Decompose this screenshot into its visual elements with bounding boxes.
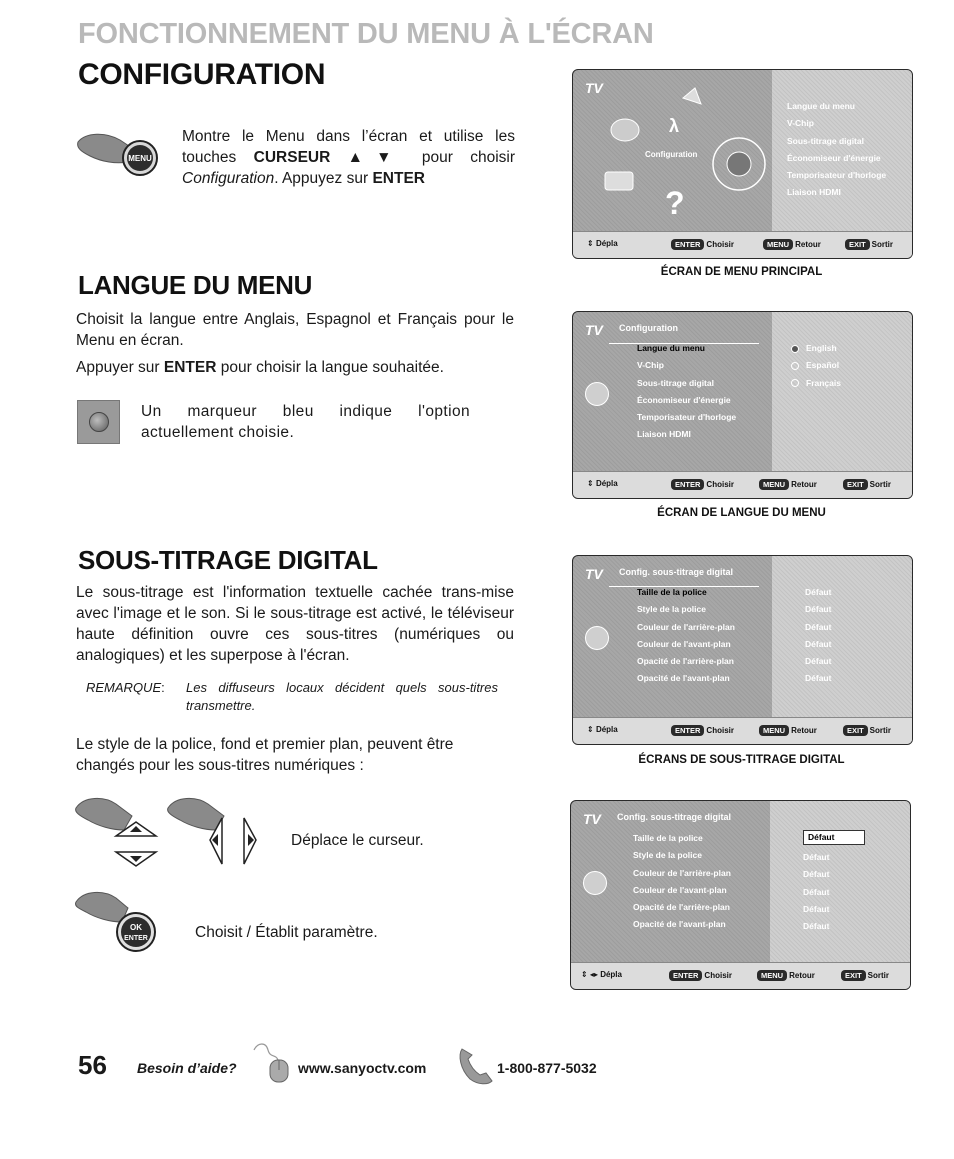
bar-back-4 bbox=[757, 970, 815, 981]
config-arrows: ▲▼ bbox=[330, 149, 422, 166]
langue-menu-item[interactable]: Temporisateur d'horloge bbox=[637, 412, 737, 423]
svg-text:λ: λ bbox=[669, 116, 680, 136]
radio-marker-icon bbox=[791, 379, 799, 387]
langue-bottom-bar bbox=[573, 471, 912, 498]
language-option[interactable] bbox=[791, 375, 841, 392]
menu-key-label: MENU bbox=[128, 154, 152, 163]
bar-choose-2 bbox=[671, 479, 734, 490]
configuration-instructions bbox=[182, 126, 515, 189]
langue-menu-item[interactable]: V-Chip bbox=[637, 360, 664, 371]
cc1-value[interactable]: Défaut bbox=[805, 656, 832, 667]
cc2-value[interactable]: Défaut bbox=[803, 903, 830, 914]
bar-enter-key-2: ENTER bbox=[671, 479, 704, 490]
bar-choose-3 bbox=[671, 725, 734, 736]
tv-logo-3: TV bbox=[585, 566, 603, 582]
config-text-1: Montre le Menu dans l’écran et utilise les touches bbox=[182, 128, 515, 166]
cc2-menu-item[interactable]: Opacité de l'avant-plan bbox=[633, 919, 726, 930]
language-option-label: English bbox=[806, 343, 837, 353]
cc2-menu-item[interactable]: Taille de la police bbox=[633, 833, 703, 843]
bar-back-label-3: Retour bbox=[791, 726, 817, 735]
bar-exit-key-2: EXIT bbox=[843, 479, 868, 490]
tv-logo-4: TV bbox=[583, 811, 601, 827]
leftright-cursor-hand-illustration bbox=[166, 794, 266, 874]
section-title: FONCTIONNEMENT DU MENU À L'ÉCRAN bbox=[78, 18, 654, 50]
cursor-description: Déplace le curseur. bbox=[291, 832, 424, 849]
radio-marker-icon bbox=[791, 345, 799, 353]
main-menu-bottom-bar bbox=[573, 231, 912, 258]
note-label-text: REMARQUE bbox=[86, 680, 162, 695]
langue-para2-key: ENTER bbox=[163, 359, 217, 376]
cc2-menu-item[interactable]: Couleur de l'avant-plan bbox=[633, 884, 727, 895]
bar-back-3 bbox=[759, 725, 817, 736]
bar-quit-label-4: Sortir bbox=[867, 971, 890, 980]
cc1-menu-item[interactable]: Opacité de l'arrière-plan bbox=[637, 656, 734, 667]
config-text-italic: Configuration bbox=[182, 170, 275, 187]
language-option[interactable] bbox=[791, 340, 841, 357]
bar-back-label: Retour bbox=[795, 240, 821, 249]
cc2-value[interactable]: Défaut bbox=[803, 886, 830, 897]
soustitrage-para2: Le style de la police, fond et premier plan, peuvent être changés pour les sous-titres numériques : bbox=[76, 736, 454, 774]
bar-enter-key-3: ENTER bbox=[671, 725, 704, 736]
cc1-menu-item[interactable]: Opacité de l'avant-plan bbox=[637, 673, 730, 684]
bar-quit-4 bbox=[841, 970, 889, 981]
bar-enter-key-4: ENTER bbox=[669, 970, 702, 981]
langue-para2-post: pour choisir la langue souhaitée. bbox=[216, 359, 444, 376]
bar-choose-label: Choisir bbox=[706, 240, 734, 249]
footer-website[interactable]: www.sanyoctv.com bbox=[298, 1060, 427, 1076]
bar-move: ⇕ Dépla bbox=[587, 239, 618, 248]
cc1-value[interactable]: Défaut bbox=[805, 587, 832, 597]
langue-screen-title: Configuration bbox=[619, 323, 678, 333]
bar-move-2: ⇕ Dépla bbox=[587, 479, 618, 488]
bar-choose-4 bbox=[669, 970, 732, 981]
note-sep: : bbox=[161, 680, 165, 695]
caption-soustitrage: ÉCRANS DE SOUS-TITRAGE DIGITAL bbox=[638, 754, 845, 766]
langue-para2 bbox=[76, 357, 514, 378]
cc2-value[interactable]: Défaut bbox=[803, 830, 865, 845]
bar-back-label-4: Retour bbox=[789, 971, 815, 980]
ok-enter-hand-illustration bbox=[74, 888, 164, 958]
page-title: CONFIGURATION bbox=[78, 58, 326, 91]
tv-screen-langue bbox=[572, 311, 913, 499]
language-option-label: Français bbox=[806, 377, 841, 388]
config-key-cursor: CURSEUR bbox=[253, 149, 331, 166]
soustitrage-heading: SOUS-TITRAGE DIGITAL bbox=[78, 545, 378, 575]
note-label bbox=[86, 679, 165, 697]
main-menu-item[interactable]: Temporisateur d'horloge bbox=[787, 170, 887, 181]
bar-choose-label-3: Choisir bbox=[706, 726, 734, 735]
menu-button-hand-illustration bbox=[76, 128, 160, 184]
bar-move-label-2: Dépla bbox=[595, 479, 618, 488]
cc1-bottom-bar bbox=[573, 717, 912, 744]
cc1-menu-item[interactable]: Style de la police bbox=[637, 604, 706, 615]
bar-quit-label-3: Sortir bbox=[869, 726, 892, 735]
langue-menu-item[interactable]: Langue du menu bbox=[637, 343, 705, 353]
bar-back bbox=[763, 239, 821, 250]
caption-langue: ÉCRAN DE LANGUE DU MENU bbox=[657, 507, 826, 519]
bar-move-4: ⇕ ◂▸ Dépla bbox=[581, 970, 622, 979]
ok-key-label: OK bbox=[130, 923, 142, 932]
langue-menu-item[interactable]: Liaison HDMI bbox=[637, 429, 691, 440]
bar-move-label: Dépla bbox=[595, 239, 618, 248]
main-menu-item[interactable]: Économiseur d'énergie bbox=[787, 152, 881, 163]
bar-enter-key: ENTER bbox=[671, 239, 704, 250]
bar-quit-3 bbox=[843, 725, 891, 736]
cc1-value[interactable]: Défaut bbox=[805, 604, 832, 615]
cc2-value[interactable]: Défaut bbox=[803, 852, 830, 862]
bar-menu-key-4: MENU bbox=[757, 970, 787, 981]
cc1-menu-item[interactable]: Couleur de l'arrière-plan bbox=[637, 621, 735, 632]
footer-help: Besoin d’aide? bbox=[137, 1060, 237, 1076]
cc2-screen-title: Config. sous-titrage digital bbox=[617, 812, 731, 822]
cc1-value[interactable]: Défaut bbox=[805, 673, 832, 684]
main-menu-item[interactable]: Sous-titrage digital bbox=[787, 135, 864, 146]
page-number: 56 bbox=[78, 1050, 107, 1080]
soustitrage-para1: Le sous-titrage est l'information textuelle cachée trans-mise avec l'image et le son. Si le sous-titrage est activé, le téléviseur haute définition ouvre ces sous-titres (numériques ou analogiques) et les superpose à l'écran. bbox=[76, 584, 514, 664]
cc2-value[interactable]: Défaut bbox=[803, 921, 830, 932]
config-key-enter: ENTER bbox=[372, 170, 425, 187]
langue-heading: LANGUE DU MENU bbox=[78, 270, 313, 300]
bar-exit-key: EXIT bbox=[845, 239, 870, 250]
caption-main-menu: ÉCRAN DE MENU PRINCIPAL bbox=[660, 266, 823, 278]
cc1-menu-item[interactable]: Couleur de l'avant-plan bbox=[637, 638, 731, 649]
bar-move-label-4: Dépla bbox=[600, 970, 622, 979]
config-text-2: pour choisir bbox=[421, 149, 515, 166]
cc1-menu-item[interactable]: Taille de la police bbox=[637, 587, 707, 597]
bar-back-label-2: Retour bbox=[791, 480, 817, 489]
bar-choose-label-2: Choisir bbox=[706, 480, 734, 489]
config-icon bbox=[585, 382, 609, 406]
main-menu-item[interactable]: Langue du menu bbox=[787, 101, 855, 111]
note-text: Les diffuseurs locaux décident quels sous-titres transmettre. bbox=[186, 680, 498, 713]
marker-icon bbox=[77, 400, 120, 444]
bar-menu-key-3: MENU bbox=[759, 725, 789, 736]
cc2-menu-item[interactable]: Opacité de l'arrière-plan bbox=[633, 902, 730, 913]
tv-screen-main-menu bbox=[572, 69, 913, 259]
langue-menu-item[interactable]: Économiseur d'énergie bbox=[637, 394, 731, 405]
langue-para2-pre: Appuyer sur bbox=[76, 359, 164, 376]
config-text-3: . Appuyez sur bbox=[274, 170, 373, 187]
tv-logo-2: TV bbox=[585, 322, 603, 338]
config-icon-3 bbox=[583, 871, 607, 895]
bar-quit-label: Sortir bbox=[871, 240, 894, 249]
language-option-label: Español bbox=[806, 360, 840, 371]
langue-menu-item[interactable]: Sous-titrage digital bbox=[637, 377, 714, 388]
mouse-icon bbox=[250, 1040, 292, 1084]
bar-move-label-3: Dépla bbox=[595, 725, 618, 734]
bar-exit-key-4: EXIT bbox=[841, 970, 866, 981]
cc2-menu-item[interactable]: Couleur de l'arrière-plan bbox=[633, 867, 731, 878]
bar-choose bbox=[671, 239, 734, 250]
bar-quit bbox=[845, 239, 893, 250]
tv-logo: TV bbox=[585, 80, 603, 96]
language-option[interactable] bbox=[791, 357, 841, 374]
bar-quit-label-2: Sortir bbox=[869, 480, 892, 489]
cc1-right-pane bbox=[772, 556, 912, 744]
bar-choose-label-4: Choisir bbox=[704, 971, 732, 980]
phone-icon bbox=[456, 1045, 496, 1087]
ok-description: Choisit / Établit paramètre. bbox=[195, 924, 378, 941]
updown-cursor-hand-illustration bbox=[74, 794, 174, 874]
svg-text:?: ? bbox=[665, 185, 685, 220]
cc2-bottom-bar bbox=[571, 962, 910, 989]
marker-description: Un marqueur bleu indique l'option actuellement choisie. bbox=[141, 403, 470, 441]
enter-key-label: ENTER bbox=[124, 935, 148, 942]
cc1-value[interactable]: Défaut bbox=[805, 638, 832, 649]
bar-back-2 bbox=[759, 479, 817, 490]
bar-exit-key-3: EXIT bbox=[843, 725, 868, 736]
tv-screen-cc2 bbox=[570, 800, 911, 990]
bar-move-3: ⇕ Dépla bbox=[587, 725, 618, 734]
cc2-menu-item[interactable]: Style de la police bbox=[633, 850, 702, 861]
config-icon-2 bbox=[585, 626, 609, 650]
main-menu-item[interactable]: Liaison HDMI bbox=[787, 187, 841, 198]
footer-phone: 1-800-877-5032 bbox=[497, 1060, 597, 1076]
cc2-value[interactable]: Défaut bbox=[803, 869, 830, 880]
main-menu-item[interactable]: V-Chip bbox=[787, 118, 814, 129]
main-menu-center-label: Configuration bbox=[645, 150, 698, 159]
radio-marker-icon bbox=[791, 362, 799, 370]
bar-menu-key-2: MENU bbox=[759, 479, 789, 490]
bar-quit-2 bbox=[843, 479, 891, 490]
cc1-value[interactable]: Défaut bbox=[805, 621, 832, 632]
bar-menu-key: MENU bbox=[763, 239, 793, 250]
cc1-screen-title: Config. sous-titrage digital bbox=[619, 567, 733, 577]
langue-para1: Choisit la langue entre Anglais, Espagnol et Français pour le Menu en écran. bbox=[76, 311, 514, 349]
tv-screen-cc1 bbox=[572, 555, 913, 745]
